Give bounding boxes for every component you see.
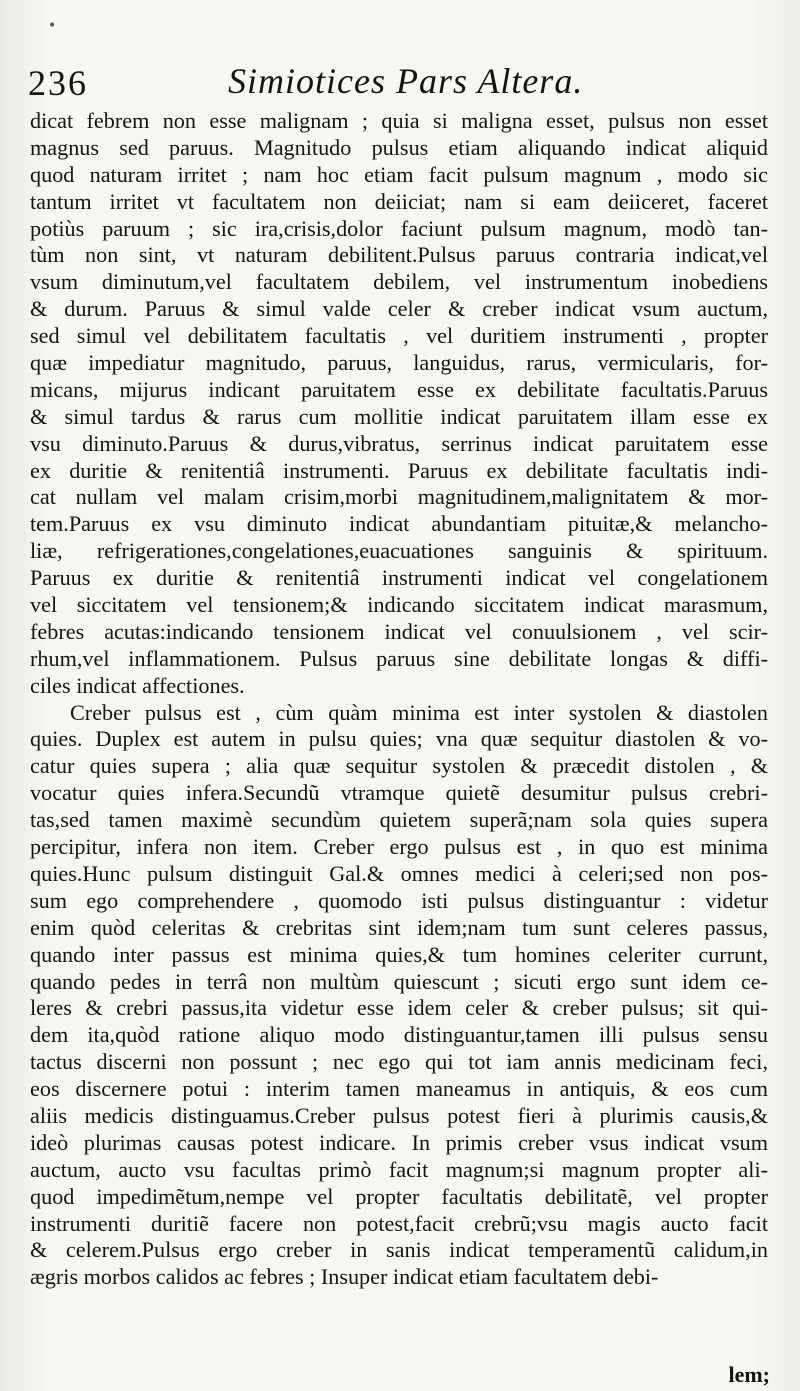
text-line: instrumenti duritiẽ facere non potest,facit crebrũ;vsu magis aucto facit	[30, 1210, 768, 1236]
text-line: quies.Hunc pulsum distinguit Gal.& omnes medici à celeri;sed non pos-	[30, 860, 768, 886]
text-line: & celerem.Pulsus ergo creber in sanis indicat temperamentũ calidum,in	[30, 1237, 768, 1263]
text-line: quæ impediatur magnitudo, paruus, languidus, rarus, vermicularis, for-	[30, 350, 768, 376]
page-header	[28, 60, 770, 108]
text-line: vel siccitatem vel tensionem;& indicando siccitatem indicat marasmum,	[30, 592, 768, 618]
text-line: tem.Paruus ex vsu diminuto indicat abundantiam pituitæ,& melancho-	[30, 511, 768, 537]
text-line: Paruus ex duritie & renitentiâ instrumenti indicat vel congelationem	[30, 565, 768, 591]
body-text	[30, 108, 768, 1291]
text-line: dem ita,quòd ratione aliquo modo distinguantur,tamen illi pulsus sensu	[30, 1022, 768, 1048]
text-line: quando pedes in terrâ non multùm quiescunt ; sicuti ergo sunt idem ce-	[30, 968, 768, 994]
page-speck: •	[48, 18, 57, 34]
text-line: tas,sed tamen maximè secundùm quietem superã;nam sola quies supera	[30, 807, 768, 833]
text-line: dicat febrem non esse malignam ; quia si maligna esset, pulsus non esset	[30, 108, 768, 133]
text-line: leres & crebri passus,ita videtur esse idem celer & creber pulsus; sit qui-	[30, 995, 768, 1021]
text-line: catur quies supera ; alia quæ sequitur systolen & præcedit distolen , &	[30, 753, 768, 779]
text-line: sed simul vel debilitatem facultatis , vel duritiem instrumenti , propter	[30, 323, 768, 349]
catchword: lem;	[728, 1362, 770, 1387]
text-line: vocatur quies infera.Secundũ vtramque quietẽ desumitur pulsus crebri-	[30, 780, 768, 806]
text-line: Creber pulsus est , cùm quàm minima est inter systolen & diastolen	[70, 699, 768, 725]
text-line: sum ego comprehendere , quomodo isti pulsus distinguantur : videtur	[30, 887, 768, 913]
text-line: quies. Duplex est autem in pulsu quies; vna quæ sequitur diastolen & vo-	[30, 726, 768, 752]
running-title: Simiotices Pars Altera.	[228, 61, 584, 101]
text-line: quod impedimẽtum,nempe vel propter facultatis debilitatẽ, vel propter	[30, 1183, 768, 1209]
text-line: auctum, aucto vsu facultas primò facit magnum;si magnum propter ali-	[30, 1156, 768, 1182]
text-line: percipitur, infera non item. Creber ergo pulsus est , in quo est minima	[30, 834, 768, 860]
page-number: 236	[28, 63, 88, 103]
text-line: tactus discerni non possunt ; nec ego qui tot iam annis medicinam feci,	[30, 1049, 768, 1075]
text-line: magnus sed paruus. Magnitudo pulsus etiam aliquando indicat aliquid	[30, 134, 768, 160]
text-line: ideò plurimas causas potest indicare. In primis creber vsus indicat vsum	[30, 1129, 768, 1155]
text-line: micans, mijurus indicant paruitatem esse ex debilitate facultatis.Paruus	[30, 376, 768, 402]
text-line: quando inter passus est minima quies,& tum homines celeriter currunt,	[30, 941, 768, 967]
text-line: rhum,vel inflammationem. Pulsus paruus sine debilitate longas & diffi-	[30, 645, 768, 671]
text-line: quod naturam irritet ; nam hoc etiam facit pulsum magnum , modo sic	[30, 161, 768, 187]
text-line: vsum diminutum,vel facultatem debilem, vel instrumentum inobediens	[30, 269, 768, 295]
text-line: tantum irritet vt facultatem non deiiciat; nam si eam deiiceret, faceret	[30, 188, 768, 214]
text-line: ægris morbos calidos ac febres ; Insuper indicat etiam facultatem debi-	[30, 1264, 659, 1290]
text-line: & durum. Paruus & simul valde celer & creber indicat vsum auctum,	[30, 296, 768, 322]
text-line: liæ, refrigerationes,congelationes,euacuationes sanguinis & spirituum.	[30, 538, 768, 564]
text-line: & simul tardus & rarus cum mollitie indicat paruitatem illam esse ex	[30, 403, 768, 429]
text-line: cat nullam vel malam crisim,morbi magnitudinem,malignitatem & mor-	[30, 484, 768, 510]
text-line: aliis medicis distinguamus.Creber pulsus potest fieri à plurimis causis,&	[30, 1102, 768, 1128]
text-line: ex duritie & renitentiâ instrumenti. Paruus ex debilitate facultatis indi-	[30, 457, 768, 483]
text-line: enim quòd celeritas & crebritas sint idem;nam tum sunt celeres passus,	[30, 914, 768, 940]
paragraph-1	[30, 108, 768, 700]
text-line: vsu diminuto.Paruus & durus,vibratus, serrinus indicat paruitatem esse	[30, 430, 768, 456]
text-line: eos discernere potui : interim tamen maneamus in antiquis, & eos cum	[30, 1076, 768, 1102]
text-line: febres acutas:indicando tensionem indicat vel conuulsionem , vel scir-	[30, 618, 768, 644]
text-line: potiùs paruum ; sic ira,crisis,dolor faciunt pulsum magnum, modò tan-	[30, 215, 768, 241]
text-line: tùm non sint, vt naturam debilitent.Pulsus paruus contraria indicat,vel	[30, 242, 768, 268]
text-line: ciles indicat affectiones.	[30, 672, 245, 698]
paragraph-2	[30, 700, 768, 1292]
